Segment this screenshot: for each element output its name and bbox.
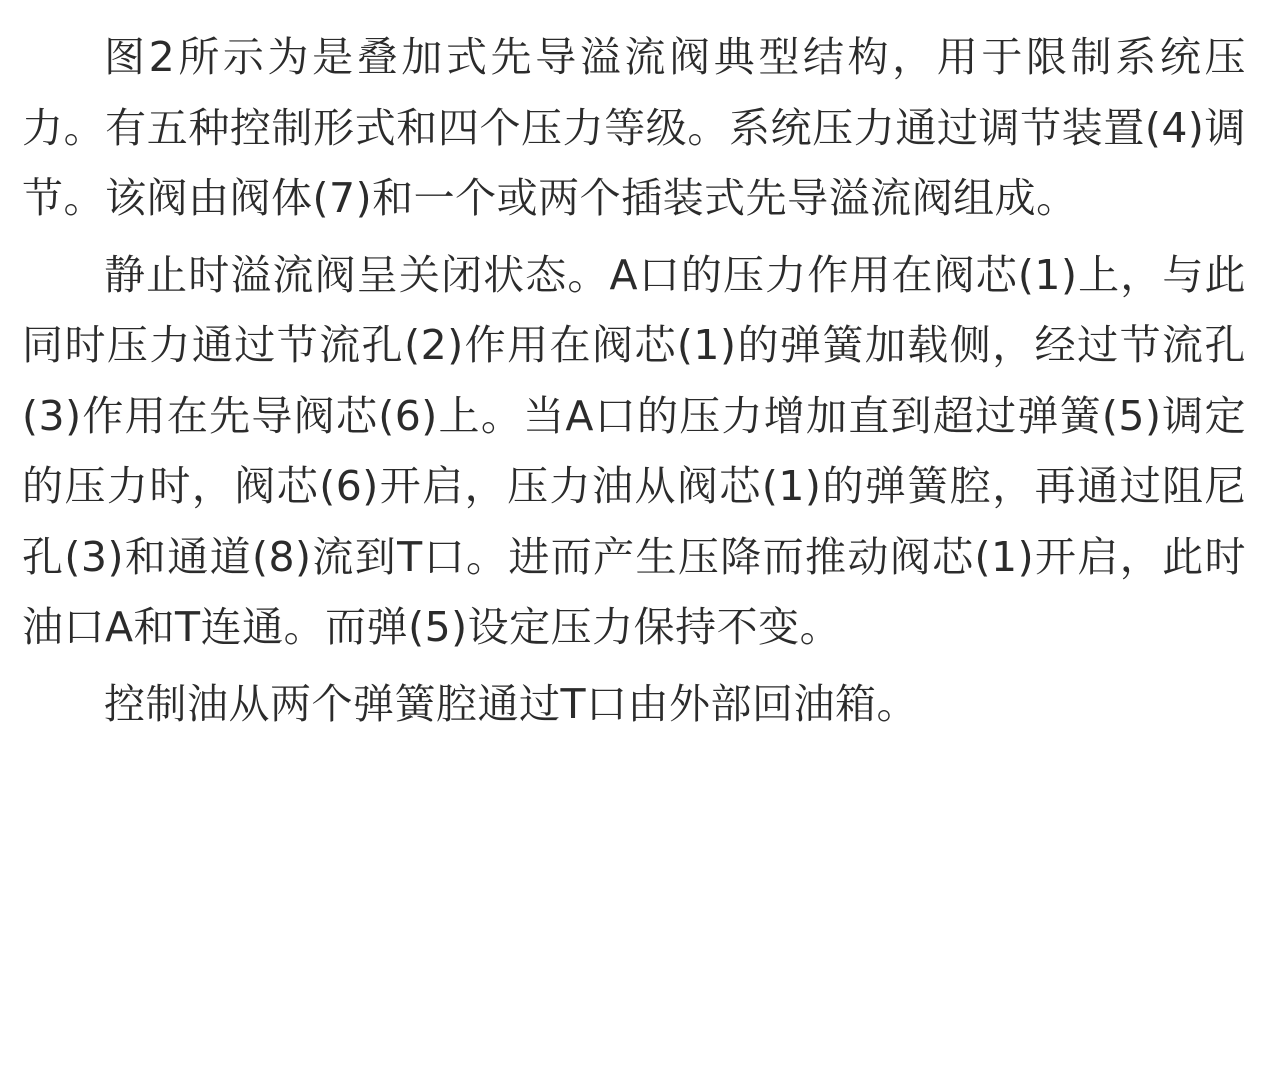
- paragraph-3: 控制油从两个弹簧腔通过T口由外部回油箱。: [104, 679, 919, 728]
- paragraph-2: 静止时溢流阀呈关闭状态。A口的压力作用在阀芯(1)上，与此同时压力通过节流孔(2)作用在阀芯(1)的弹簧加载侧，经过节流孔(3)作用在先导阀芯(6)上。当A口的压力增加直到超过弹簧(5)调定的压力时，阀芯(6)开启，压力油从阀芯(1)的弹簧腔，再通过阻尼孔(3)和通道(8)流到T口。进而产生压降而推动阀芯(1)开启，此时油口A和T连通。而弹(5)设定压力保持不变。: [22, 250, 1246, 652]
- paragraph-1: 图2所示为是叠加式先导溢流阀典型结构，用于限制系统压力。有五种控制形式和四个压力等级。系统压力通过调节装置(4)调节。该阀由阀体(7)和一个或两个插装式先导溢流阀组成。: [22, 33, 1246, 223]
- document-body: [22, 22, 1246, 739]
